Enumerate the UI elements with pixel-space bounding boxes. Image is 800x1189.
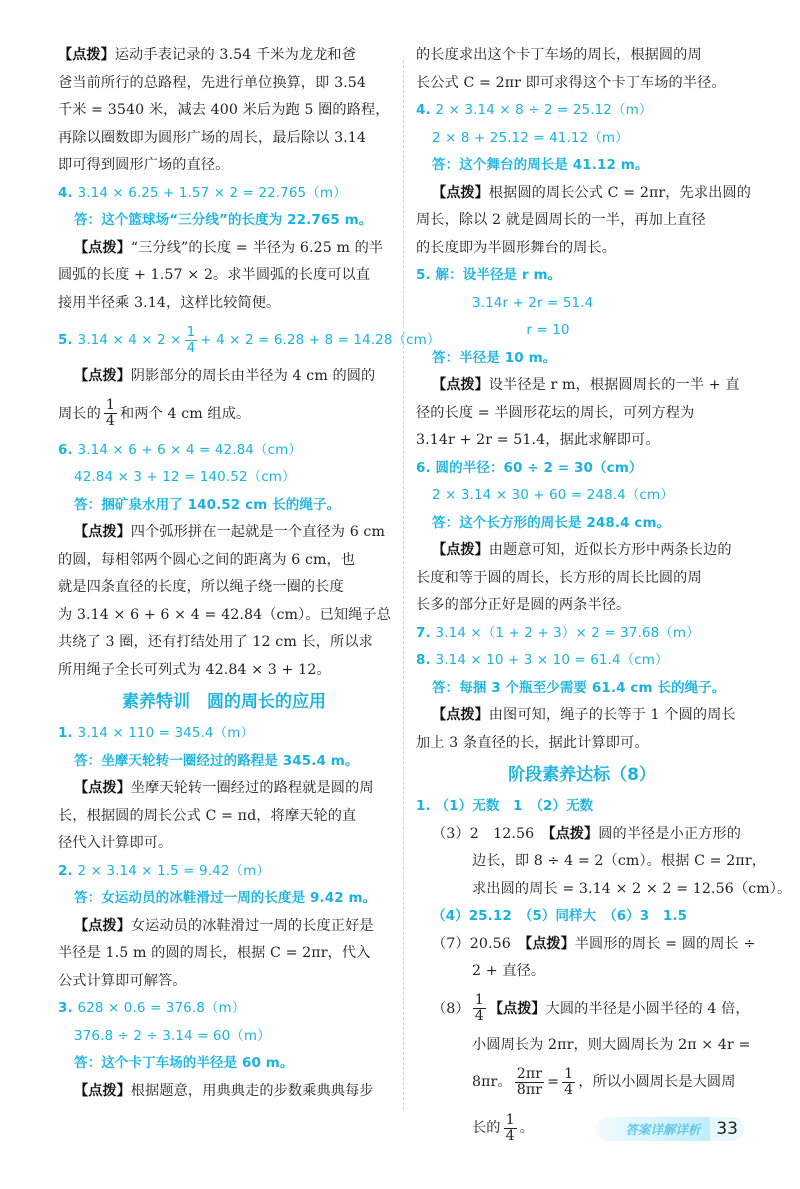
text-line (58, 602, 390, 630)
fraction-2 (562, 1067, 575, 1098)
line-text: 2 × 3.14 × 8 ÷ 2 = 25.12（m） (435, 102, 653, 118)
section-heading: 阶段素养达标（8） (508, 765, 656, 785)
fraction-denominator: 4 (474, 1008, 484, 1024)
text-line (58, 290, 390, 318)
text-line (58, 748, 390, 776)
hint-marker: 【点拨】 (548, 825, 599, 842)
line-text: （1）无数 1 （2）无数 (435, 798, 594, 814)
line-text: 2 × 3.14 × 30 + 60 = 248.4（cm） (432, 487, 674, 503)
line-text: 长度和等于圆的周长，长方形的周长比圆的周 (416, 569, 702, 586)
item-number: 6. (416, 459, 431, 476)
text-line (58, 858, 390, 886)
text-line (416, 592, 748, 620)
text-line (58, 391, 390, 437)
item-number: 4. (416, 102, 431, 118)
text-line (58, 1023, 390, 1051)
text-line (416, 70, 748, 98)
left-column (58, 42, 441, 1105)
line-text: 小圆周长为 2πr，则大圆周长为 2π × 4r = (472, 1036, 751, 1053)
text-line (416, 482, 748, 510)
line-suffix: + 4 × 2 = 6.28 + 8 = 14.28（cm） (200, 332, 441, 348)
text-line (58, 42, 390, 70)
hint-marker: 【点拨】 (74, 524, 131, 540)
line-text: 求出圆的周长 = 3.14 × 2 × 2 = 12.56（cm）。 (472, 880, 792, 897)
text-line (416, 510, 748, 538)
text-line (58, 235, 390, 263)
line-prefix: （3）2 12.56 (432, 825, 549, 842)
line-text: 半圆形的周长 = 圆的周长 ÷ (574, 935, 756, 952)
text-line (416, 730, 748, 758)
line-text: 加上 3 条直径的长，据此计算即可。 (416, 734, 649, 751)
text-line (416, 262, 748, 290)
line-text: 圆弧的长度 + 1.57 × 2。求半圆弧的长度可以直 (58, 267, 371, 283)
line-text: 阴影部分的周长由半径为 4 cm 的圆的 (130, 368, 376, 384)
text-line (58, 629, 390, 657)
text-line (416, 372, 748, 400)
hint-marker: 【点拨】 (74, 368, 131, 384)
text-line (416, 180, 751, 208)
line-text: 解：设半径是 r m。 (435, 267, 562, 283)
text-line (58, 519, 390, 547)
fraction-numerator: 1 (474, 992, 484, 1008)
line-text: 大圆的半径是小圆半径的 4 倍， (545, 1000, 750, 1017)
item-number: 3. (58, 1000, 73, 1016)
text-line (416, 97, 748, 125)
text-line (416, 675, 748, 703)
line-prefix: 3.14 × 4 × 2 × (77, 332, 182, 348)
text-line (58, 180, 390, 208)
text-line (58, 968, 390, 996)
line-text: （4）25.12 （5）同样大 （6）3 1.5 (432, 908, 688, 924)
text-line (416, 903, 748, 931)
line-text: 2 × 8 + 25.12 = 41.12（m） (432, 129, 629, 146)
line-text: 的长度求出这个卡丁车场的周长，根据圆的周 (416, 47, 702, 63)
line-text: 径的长度 = 半圆形花坛的周长，可列方程为 (416, 404, 695, 421)
text-line (416, 207, 748, 235)
line-prefix: 长的 (472, 1120, 501, 1136)
text-line (58, 574, 390, 602)
hint-marker: 【点拨】 (432, 184, 489, 201)
text-line (58, 995, 390, 1023)
line-text: 答：坐摩天轮转一圈经过的路程是 345.4 m。 (74, 752, 359, 769)
hint-marker: 【点拨】 (525, 935, 575, 952)
line-text: 42.84 × 3 + 12 = 140.52（cm） (74, 469, 296, 485)
text-line (416, 986, 748, 1032)
text-line (416, 565, 748, 593)
text-line (416, 876, 792, 904)
line-text: 长多的部分正好是圆的两条半径。 (416, 597, 631, 613)
line-text: 由题意可知，近似长方形中两条长边的 (488, 542, 732, 558)
line-text: 爸当前所行的总路程，先进行单位换算，即 3.54 (58, 74, 367, 91)
text-line (416, 125, 748, 153)
line-text: 答：这个长方形的周长是 248.4 cm。 (432, 514, 671, 531)
line-text: 再除以圈数即为圆形广场的周长，最后除以 3.14 (58, 129, 367, 146)
line-text: 3.14 × 110 = 345.4（m） (77, 725, 255, 741)
fraction (473, 993, 486, 1024)
text-line (58, 775, 390, 803)
line-text: 长公式 C = 2πr 即可求得这个卡丁车场的半径。 (416, 74, 726, 91)
line-text: 3.14 × 6.25 + 1.57 × 2 = 22.765（m） (77, 184, 347, 201)
section-heading: 素养特训 圆的周长的应用 (122, 692, 326, 712)
line-text: 根据圆的周长公式 C = 2πr，先求出圆的 (488, 184, 751, 201)
line-prefix: 周长的 (58, 405, 101, 422)
text-line (58, 207, 390, 235)
item-number: 5. (416, 267, 431, 283)
hint-marker: 【点拨】 (74, 780, 131, 796)
text-line (416, 958, 748, 986)
text-line (416, 931, 756, 959)
fraction (504, 1113, 517, 1144)
hint-marker: 【点拨】 (74, 1082, 131, 1099)
line-text: 径代入计算即可。 (58, 835, 173, 851)
fraction-numerator: 1 (186, 323, 196, 340)
text-line (416, 345, 748, 373)
line-text: 千米 = 3540 米，减去 400 米后为跑 5 圈的路程， (58, 102, 390, 118)
text-line (58, 70, 390, 98)
line-text: 设半径是 r m，根据圆周长的一半 + 直 (488, 377, 740, 393)
fraction-numerator: 1 (105, 397, 116, 413)
line-text: 圆的半径：60 ÷ 2 = 30（cm） (435, 459, 643, 476)
line-text: 答：这个舞台的周长是 41.12 m。 (432, 157, 649, 173)
text-line (58, 1078, 390, 1106)
text-line (416, 400, 748, 428)
hint-marker: 【点拨】 (432, 542, 489, 558)
line-text: 女运动员的冰鞋滑过一周的长度正好是 (130, 917, 374, 934)
text-line (416, 647, 748, 675)
line-text: 半径是 1.5 m 的圆的周长，根据 C = 2πr，代入 (58, 945, 371, 961)
text-line (58, 803, 390, 831)
line-text: 边长，即 8 ÷ 4 = 2（cm）。根据 C = 2πr， (472, 853, 766, 869)
line-text: 376.8 ÷ 2 ÷ 3.14 = 60（m） (74, 1027, 271, 1044)
text-line (58, 657, 390, 685)
line-text: r = 10 (472, 322, 570, 338)
text-line (416, 235, 748, 263)
text-line (58, 913, 390, 941)
line-text: 答：捆矿泉水用了 140.52 cm 长的绳子。 (74, 496, 341, 513)
item-number: 6. (58, 441, 73, 458)
column-divider (403, 60, 404, 1110)
line-text: 答：这个卡丁车场的半径是 60 m。 (74, 1055, 294, 1071)
text-line (58, 125, 390, 153)
item-number: 5. (58, 332, 73, 348)
text-line (416, 427, 748, 455)
hint-marker: 【点拨】 (58, 47, 115, 63)
text-line (416, 1059, 748, 1105)
hint-marker: 【点拨】 (74, 239, 131, 256)
line-text: “三分线”的长度 = 半径为 6.25 m 的半 (130, 239, 384, 256)
hint-marker: 【点拨】 (432, 707, 489, 723)
line-text: 为 3.14 × 6 + 6 × 4 = 42.84（cm）。已知绳子总 (58, 606, 392, 623)
text-line (58, 830, 390, 858)
text-line (416, 152, 748, 180)
fraction-numerator: 1 (564, 1065, 574, 1082)
hint-marker: 【点拨】 (74, 917, 131, 934)
text-line (416, 620, 748, 648)
line-text: 3.14 × 6 + 6 × 4 = 42.84（cm） (77, 441, 302, 458)
text-line (58, 262, 390, 290)
line-text: 3.14r + 2r = 51.4 (472, 294, 594, 311)
fraction (515, 1067, 544, 1098)
line-text: 四个弧形拼在一起就是一个直径为 6 cm (130, 524, 386, 540)
line-prefix: （7）20.56 (432, 935, 526, 952)
line-text: 由图可知，绳子的长等于 1 个圆的周长 (488, 707, 736, 723)
line-text: 的长度即为半圆形舞台的周长。 (416, 239, 617, 256)
equals-sign: = (547, 1074, 560, 1090)
text-line (58, 363, 390, 391)
line-text: 即可得到圆形广场的直径。 (58, 157, 230, 173)
page-number: 33 (710, 1117, 744, 1141)
fraction-denominator: 4 (186, 339, 196, 356)
text-line (58, 437, 390, 465)
text-line (58, 547, 390, 575)
line-text: 答：这个篮球场“三分线”的长度为 22.765 m。 (74, 212, 373, 228)
text-line (416, 42, 748, 70)
line-text: 答：女运动员的冰鞋滑过一周的长度是 9.42 m。 (74, 890, 377, 906)
text-line (416, 290, 748, 318)
fraction (185, 325, 198, 356)
footer-tag: 答案详解详析 (595, 1117, 710, 1141)
line-text: 3.14 ×（1 + 2 + 3）× 2 = 37.68（m） (435, 624, 700, 641)
fraction (104, 398, 117, 429)
line-text: 2 + 直径。 (472, 963, 546, 979)
fraction-numerator: 1 (505, 1111, 515, 1128)
page-footer (595, 1117, 744, 1141)
line-text: 就是四条直径的长度，所以绳子绕一圈的长度 (58, 579, 344, 595)
line-text: 3.14 × 10 + 3 × 10 = 61.4（cm） (435, 652, 669, 668)
text-line (416, 702, 748, 730)
line-text: 2 × 3.14 × 1.5 = 9.42（m） (77, 862, 270, 879)
text-line (58, 1050, 390, 1078)
hint-marker: 【点拨】 (432, 377, 489, 393)
line-text: 接用半径乘 3.14，这样比较简便。 (58, 294, 281, 311)
line-text: 答：每捆 3 个瓶至少需要 61.4 cm 长的绳子。 (432, 679, 726, 696)
line-text: 运动手表记录的 3.54 千米为龙龙和爸 (114, 47, 357, 63)
text-line (58, 720, 390, 748)
item-number: 1. (58, 725, 73, 741)
text-line (58, 940, 390, 968)
text-line (416, 793, 748, 821)
text-line (416, 317, 748, 345)
line-text: 所用绳子全长可列式为 42.84 × 3 + 12。 (58, 661, 331, 678)
item-number: 4. (58, 184, 73, 201)
fraction-denominator: 8πr (516, 1081, 543, 1098)
line-text: 长，根据圆的周长公式 C = πd，将摩天轮的直 (58, 807, 357, 824)
item-number: 2. (58, 862, 73, 879)
line-text: 坐摩天轮转一圈经过的路程就是圆的周 (130, 780, 374, 796)
text-line (58, 492, 390, 520)
fraction-numerator: 2πr (516, 1065, 543, 1082)
line-text: 的圆，每相邻两个圆心之间的距离为 6 cm，也 (58, 551, 356, 568)
text-line (58, 885, 390, 913)
right-column (416, 42, 792, 1151)
text-line (416, 1032, 751, 1060)
line-text: 根据题意，用典典走的步数乘典典每步 (130, 1082, 374, 1099)
line-suffix: 。 (519, 1120, 535, 1136)
line-text: 3.14r + 2r = 51.4，据此求解即可。 (416, 432, 660, 448)
item-number: 8. (416, 652, 431, 668)
fraction-denominator: 4 (505, 1127, 515, 1144)
text-line (58, 317, 441, 363)
line-suffix: ，所以小圆周长是大圆周 (578, 1074, 736, 1090)
line-text: 周长，除以 2 就是圆周长的一半，再加上直径 (416, 212, 706, 228)
hint-marker: 【点拨】 (488, 1000, 546, 1017)
text-line (58, 152, 390, 180)
text-line (416, 537, 748, 565)
line-text: 628 × 0.6 = 376.8（m） (77, 1000, 246, 1016)
text-line (416, 848, 766, 876)
text-line (58, 464, 390, 492)
text-line (416, 821, 748, 849)
fraction-denominator: 4 (105, 413, 116, 429)
text-line (416, 455, 748, 483)
fraction-denominator: 4 (564, 1081, 574, 1098)
item-number: 7. (416, 624, 431, 641)
item-number: 1. (416, 798, 431, 814)
line-prefix: 8πr。 (472, 1074, 512, 1090)
line-suffix: 和两个 4 cm 组成。 (120, 405, 251, 422)
line-text: 公式计算即可解答。 (58, 972, 187, 989)
line-prefix: （8） (432, 1000, 470, 1017)
line-text: 圆的半径是小正方形的 (598, 825, 742, 842)
line-text: 共绕了 3 圈，还有打结处用了 12 cm 长，所以求 (58, 634, 373, 650)
line-text: 答：半径是 10 m。 (432, 349, 557, 366)
text-line (58, 97, 390, 125)
